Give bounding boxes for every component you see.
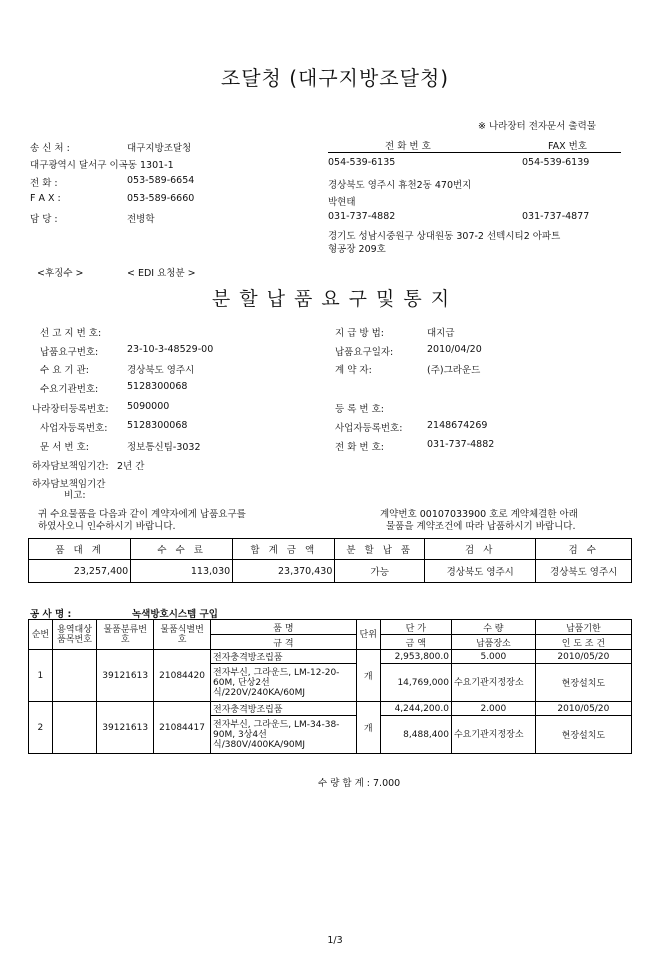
col-deadline: 납품기한 [535,620,631,635]
field-value: 031-737-4882 [427,439,495,450]
receiver-address: 경상북도 영주시 휴천2동 470번지 [328,180,472,191]
item-unit: 개 [356,702,380,754]
sender-address: 대구광역시 달서구 이곡동 1301-1 [30,160,174,171]
col-qty: 수 량 [451,620,535,635]
field-label: 하자담보책임기간: [32,461,109,472]
fax-header: FAX 번호 [548,141,587,152]
summary-header: 합 계 금 액 [233,539,335,560]
item-target [52,702,96,754]
table-row [29,702,632,716]
col-no: 순번 [29,620,53,650]
field-label: 하자담보책임기간 [32,479,106,490]
receiver-address3: 형공장 209호 [328,244,386,255]
col-name: 품 명 [211,620,357,635]
receiver-fax2: 031-737-4877 [522,211,590,222]
col-unit: 단위 [356,620,380,650]
item-deadline: 2010/05/20 [535,650,631,664]
field-label: 등 록 번 호: [335,404,384,415]
field-label: 선 고 지 번 호: [40,328,102,339]
summary-value: 경상북도 영주시 [536,560,632,583]
notice-line1a: 귀 수요물품을 다음과 같이 계약자에게 납품요구를 [38,509,246,520]
field-label: 사업자등록번호: [335,423,403,434]
item-target [52,650,96,702]
item-qty: 5.000 [451,650,535,664]
item-class-no: 39121613 [97,702,154,754]
col-spec: 규 격 [211,635,357,650]
sender-tel-label: 전 화 : [30,178,58,189]
item-amount: 14,769,000 [380,664,451,702]
summary-value: 23,257,400 [29,560,131,583]
item-no: 2 [29,702,53,754]
print-note: ※ 나라장터 전자문서 출력물 [478,121,596,132]
col-target: 용역대상품목번호 [52,620,96,650]
field-label: 나라장터등록번호: [32,404,109,415]
summary-value: 가능 [335,560,425,583]
field-label: 계 약 자: [335,365,372,376]
item-no: 1 [29,650,53,702]
summary-header: 수 수 료 [131,539,233,560]
notice-line2a: 하였사오니 인수하시기 바랍니다. [38,521,176,532]
total-quantity: 수 량 합 계 : 7.000 [318,778,401,789]
page-number: 1/3 [327,935,343,946]
sender-manager: 전병학 [127,214,155,225]
item-cond: 현장설치도 [535,716,631,754]
field-label: 수 요 기 관: [40,365,89,376]
receiver-name: 박현태 [328,197,356,208]
field-label: 문 서 번 호: [40,442,89,453]
item-name: 전자충격방조립품 [211,702,357,716]
field-label: 수요기관번호: [40,384,99,395]
item-class-no: 39121613 [97,650,154,702]
summary-value: 113,030 [131,560,233,583]
item-deadline: 2010/05/20 [535,702,631,716]
item-id-no: 21084420 [154,650,211,702]
field-value: 2년 간 [117,461,145,472]
project-label: 공 사 명 : [30,609,72,620]
summary-header: 품 대 계 [29,539,131,560]
notice-line1b: 계약번호 00107033900 호로 계약체결한 아래 [380,509,578,520]
receiver-fax: 054-539-6139 [522,157,590,168]
col-class-no: 물품분류번호 [97,620,154,650]
field-value: 23-10-3-48529-00 [127,344,214,355]
sender-manager-label: 담 당 : [30,214,58,225]
field-label: 비고: [64,490,86,501]
document-title: 조달청 (대구지방조달청) [220,66,450,90]
item-cond: 현장설치도 [535,664,631,702]
items-table [28,619,632,754]
sender-fax-label: F A X : [30,193,61,204]
field-value: 2010/04/20 [427,344,482,355]
item-price: 4,244,200.0 [380,702,451,716]
item-price: 2,953,800.0 [380,650,451,664]
field-label: 전 화 번 호: [335,442,384,453]
item-id-no: 21084417 [154,702,211,754]
summary-header: 검 수 [536,539,632,560]
receiver-tel: 054-539-6135 [328,157,396,168]
col-price: 단 가 [380,620,451,635]
field-label: 납품요구번호: [40,347,99,358]
field-label: 납품요구일자: [335,347,394,358]
tag-first: <후징수 > [37,268,84,279]
summary-header: 분 할 납 품 [335,539,425,560]
item-place: 수요기관지정장소 [451,664,535,702]
summary-value: 23,370,430 [233,560,335,583]
field-value: 대지급 [427,328,455,339]
field-value: 2148674269 [427,420,488,431]
field-value: 5128300068 [127,381,188,392]
document-subtitle: 분할납품요구및통지 [211,288,459,310]
sender-label: 송 신 처 : [30,143,70,154]
notice-line2b: 물품을 계약조건에 따라 납품하시기 바랍니다. [386,521,576,532]
receiver-address2: 경기도 성남시중원구 상대원동 307-2 선텍시티2 아파트 [328,231,561,242]
item-spec: 전자부신, 그라운드, LM-12-20-60M, 단상2선식/220V/240KA/60MJ [211,664,357,702]
tel-header: 전 화 번 호 [385,141,431,152]
col-cond: 인 도 조 건 [535,635,631,650]
item-qty: 2.000 [451,702,535,716]
item-place: 수요기관지정장소 [451,716,535,754]
field-value: 5090000 [127,401,170,412]
project-name: 녹색방호시스템 구입 [132,609,218,620]
field-label: 사업자등록번호: [40,423,108,434]
receiver-tel2: 031-737-4882 [328,211,396,222]
item-amount: 8,488,400 [380,716,451,754]
col-amount: 금 액 [380,635,451,650]
field-value: 정보통신팀-3032 [127,442,201,453]
field-value: 경상북도 영주시 [127,365,195,376]
header-rule [328,152,621,153]
field-label: 지 급 방 법: [335,328,384,339]
sender-tel: 053-589-6654 [127,175,195,186]
col-id-no: 물품식별번호 [154,620,211,650]
field-value: 5128300068 [127,420,188,431]
summary-table [28,538,632,583]
col-place: 납품장소 [451,635,535,650]
sender-fax: 053-589-6660 [127,193,195,204]
item-unit: 개 [356,650,380,702]
sender-value: 대구지방조달청 [127,143,192,154]
item-name: 전자충격방조립품 [211,650,357,664]
summary-value: 경상북도 영주시 [425,560,536,583]
item-spec: 전자부신, 그라운드, LM-34-38-90M, 3상4선식/380V/400KA/90MJ [211,716,357,754]
field-value: (주)그라운드 [427,365,481,376]
summary-header: 검 사 [425,539,536,560]
table-row [29,650,632,664]
tag-second: < EDI 요청분 > [127,268,196,279]
